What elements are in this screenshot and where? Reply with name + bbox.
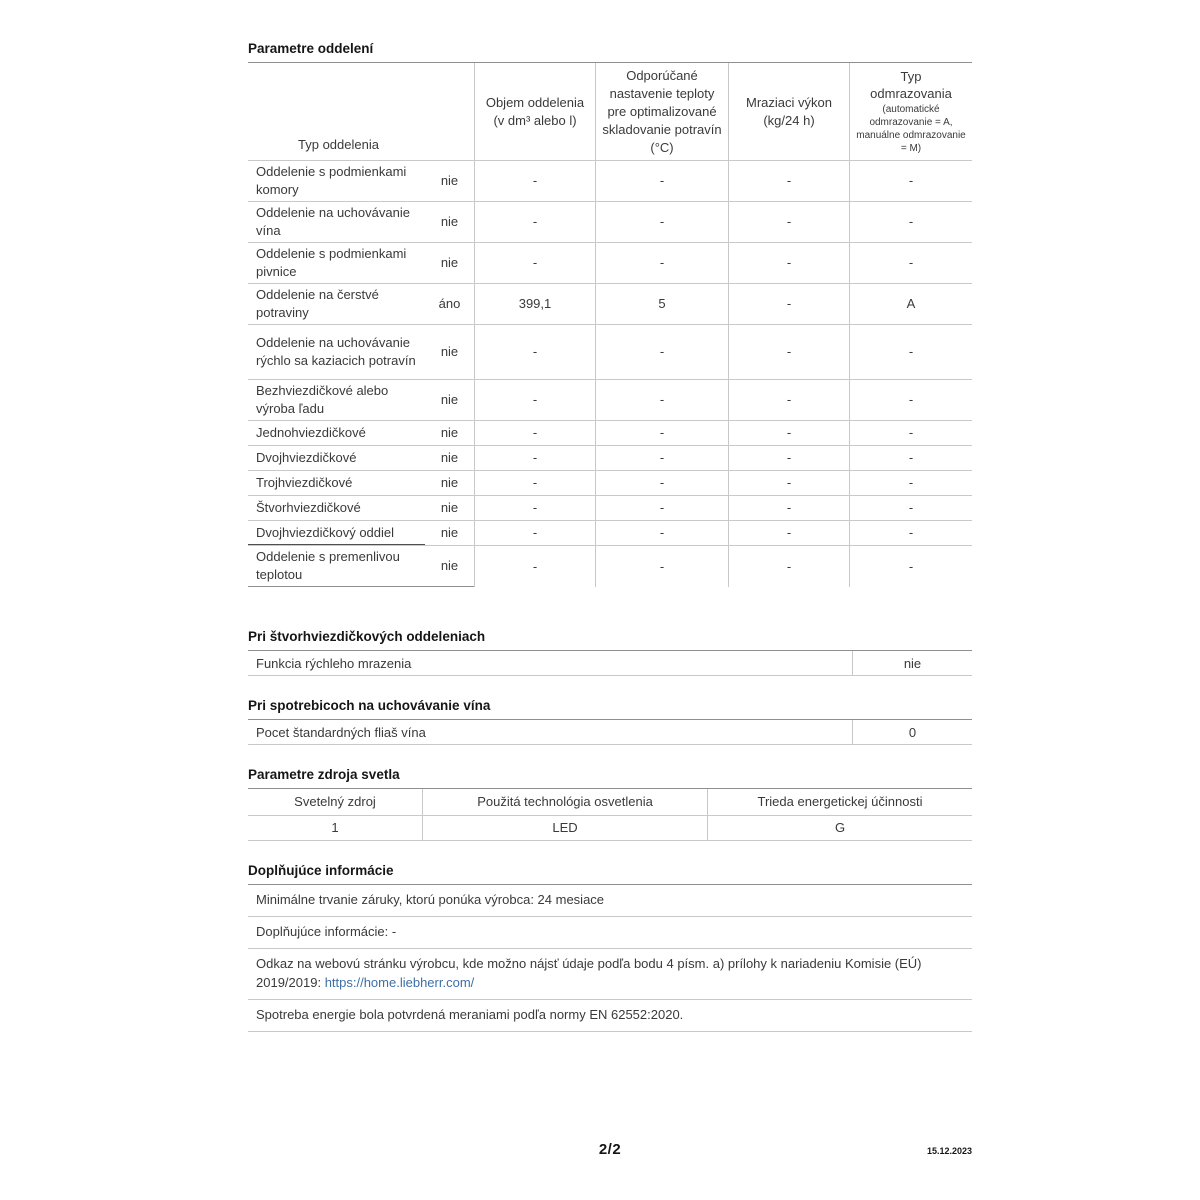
cell-temperature: - bbox=[595, 161, 728, 201]
table-row bbox=[248, 720, 972, 745]
info-row-extra: Doplňujúce informácie: - bbox=[248, 917, 972, 949]
table-row bbox=[248, 243, 972, 284]
cell-label: Bezhviezdičkové alebo výroba ľadu bbox=[256, 383, 389, 416]
table-row bbox=[248, 651, 972, 676]
table-row bbox=[248, 446, 972, 471]
cell-presence: nie bbox=[425, 546, 474, 587]
cell-temperature: 5 bbox=[595, 284, 728, 324]
light-source-title: Parametre zdroja svetla bbox=[248, 767, 400, 782]
cell-presence: nie bbox=[440, 173, 459, 188]
cell-presence: nie bbox=[440, 525, 459, 540]
table-row bbox=[248, 202, 972, 243]
cell-freezing-capacity: - bbox=[728, 446, 849, 470]
cell-defrost-type: - bbox=[849, 471, 972, 495]
cell-label: Oddelenie s podmienkami komory bbox=[256, 164, 407, 197]
table-row bbox=[248, 546, 972, 587]
column-header-energy-class: Trieda energetickej účinnosti bbox=[707, 789, 972, 815]
website-row-text: Odkaz na webovú stránku výrobcu, kde možno nájsť údaje podľa bodu 4 písm. a) prílohy k nariadeniu Komisie (EÚ) 2019/2019: bbox=[256, 956, 922, 990]
cell-defrost-type: - bbox=[849, 421, 972, 445]
cell-temperature: - bbox=[595, 243, 728, 283]
table-row bbox=[248, 816, 972, 841]
cell-label: Dvojhviezdičkové bbox=[256, 450, 357, 465]
table-row bbox=[248, 496, 972, 521]
four-star-title: Pri štvorhviezdičkových oddeleniach bbox=[248, 629, 486, 644]
cell-defrost-type: - bbox=[849, 546, 972, 587]
cell-defrost-type: - bbox=[849, 161, 972, 201]
wine-section bbox=[248, 697, 972, 745]
light-source-table bbox=[248, 788, 972, 841]
cell-light-technology: LED bbox=[422, 816, 707, 840]
column-header-defrost-type bbox=[849, 63, 972, 160]
additional-info-section bbox=[248, 862, 972, 1032]
cell-defrost-type: - bbox=[849, 380, 972, 420]
cell-volume: - bbox=[474, 521, 595, 545]
cell-presence: nie bbox=[440, 500, 459, 515]
cell-defrost-type: - bbox=[849, 325, 972, 379]
compartments-section bbox=[248, 40, 972, 587]
cell-value: 0 bbox=[852, 720, 972, 744]
cell-presence: nie bbox=[440, 214, 459, 229]
cell-volume: - bbox=[474, 161, 595, 201]
cell-temperature: - bbox=[595, 380, 728, 420]
cell-temperature: - bbox=[595, 202, 728, 242]
manufacturer-website-link[interactable]: https://home.liebherr.com/ bbox=[324, 975, 475, 990]
table-row bbox=[248, 380, 972, 421]
cell-freezing-capacity: - bbox=[728, 380, 849, 420]
table-row bbox=[248, 325, 972, 380]
compartments-table bbox=[248, 62, 972, 587]
table-row bbox=[248, 421, 972, 446]
cell-light-source-count: 1 bbox=[331, 820, 339, 835]
four-star-table bbox=[248, 650, 972, 676]
cell-defrost-type: - bbox=[849, 521, 972, 545]
cell-volume: - bbox=[474, 446, 595, 470]
cell-freezing-capacity: - bbox=[728, 243, 849, 283]
cell-freezing-capacity: - bbox=[728, 521, 849, 545]
four-star-section bbox=[248, 628, 972, 676]
cell-volume: - bbox=[474, 380, 595, 420]
column-header-temperature: Odporúčané nastavenie teploty pre optimalizované skladovanie potravín (°C) bbox=[595, 63, 728, 160]
table-row bbox=[248, 284, 972, 325]
cell-label: Oddelenie na čerstvé potraviny bbox=[256, 287, 379, 320]
cell-defrost-type: - bbox=[849, 496, 972, 520]
cell-temperature: - bbox=[595, 521, 728, 545]
page-content bbox=[248, 40, 972, 1032]
cell-volume: - bbox=[474, 325, 595, 379]
defrost-header-note: (automatické odmrazovanie = A, manuálne odmrazovanie = M) bbox=[856, 104, 966, 154]
cell-label: Jednohviezdičkové bbox=[256, 425, 366, 440]
page-footer bbox=[248, 1141, 972, 1158]
compartments-title: Parametre oddelení bbox=[248, 41, 374, 56]
cell-freezing-capacity: - bbox=[728, 496, 849, 520]
cell-presence: nie bbox=[440, 255, 459, 270]
cell-value: nie bbox=[852, 651, 972, 675]
cell-label: Oddelenie s premenlivou teplotou bbox=[248, 546, 425, 587]
table-header-row bbox=[248, 789, 972, 816]
defrost-header-label: Typ odmrazovania bbox=[870, 69, 952, 101]
cell-freezing-capacity: - bbox=[728, 421, 849, 445]
column-header-freezing-capacity: Mraziaci výkon (kg/24 h) bbox=[728, 63, 849, 160]
wine-title: Pri spotrebicoch na uchovávanie vína bbox=[248, 698, 491, 713]
cell-volume: - bbox=[474, 546, 595, 587]
cell-temperature: - bbox=[595, 325, 728, 379]
cell-freezing-capacity: - bbox=[728, 471, 849, 495]
cell-freezing-capacity: - bbox=[728, 161, 849, 201]
cell-label: Oddelenie na uchovávanie vína bbox=[256, 205, 410, 238]
cell-presence: nie bbox=[440, 344, 459, 359]
info-row-energy-norm: Spotreba energie bola potvrdená meraniami podľa normy EN 62552:2020. bbox=[248, 1000, 972, 1032]
cell-volume: - bbox=[474, 421, 595, 445]
column-header-type: Typ oddelenia bbox=[298, 137, 379, 152]
cell-label: Oddelenie na uchovávanie rýchlo sa kaziacich potravín bbox=[256, 335, 416, 368]
page-number: 2/2 bbox=[598, 1141, 622, 1158]
table-row bbox=[248, 161, 972, 202]
info-row-warranty: Minimálne trvanie záruky, ktorú ponúka výrobca: 24 mesiace bbox=[248, 885, 972, 917]
cell-label: Funkcia rýchleho mrazenia bbox=[256, 655, 412, 671]
cell-defrost-type: - bbox=[849, 446, 972, 470]
cell-freezing-capacity: - bbox=[728, 546, 849, 587]
table-row bbox=[248, 471, 972, 496]
additional-info-title: Doplňujúce informácie bbox=[248, 863, 394, 878]
column-header-light-technology: Použitá technológia osvetlenia bbox=[422, 789, 707, 815]
cell-label: Pocet štandardných fliaš vína bbox=[256, 724, 426, 740]
cell-temperature: - bbox=[595, 546, 728, 587]
cell-volume: - bbox=[474, 243, 595, 283]
cell-label: Štvorhviezdičkové bbox=[256, 500, 361, 515]
cell-energy-class: G bbox=[707, 816, 972, 840]
table-header-row bbox=[248, 63, 972, 161]
cell-temperature: - bbox=[595, 496, 728, 520]
cell-temperature: - bbox=[595, 446, 728, 470]
cell-temperature: - bbox=[595, 471, 728, 495]
cell-label: Oddelenie s podmienkami pivnice bbox=[256, 246, 407, 279]
column-header-presence bbox=[425, 63, 474, 160]
cell-volume: 399,1 bbox=[474, 284, 595, 324]
cell-volume: - bbox=[474, 496, 595, 520]
cell-freezing-capacity: - bbox=[728, 202, 849, 242]
cell-defrost-type: A bbox=[849, 284, 972, 324]
table-row bbox=[248, 521, 972, 546]
column-header-light-source: Svetelný zdroj bbox=[294, 794, 376, 809]
cell-presence: nie bbox=[440, 475, 459, 490]
cell-volume: - bbox=[474, 471, 595, 495]
column-header-volume: Objem oddelenia (v dm³ alebo l) bbox=[474, 63, 595, 160]
additional-info-table bbox=[248, 884, 972, 1032]
cell-defrost-type: - bbox=[849, 243, 972, 283]
cell-volume: - bbox=[474, 202, 595, 242]
cell-defrost-type: - bbox=[849, 202, 972, 242]
wine-table bbox=[248, 719, 972, 745]
cell-temperature: - bbox=[595, 421, 728, 445]
cell-presence: áno bbox=[438, 296, 461, 311]
cell-presence: nie bbox=[440, 392, 459, 407]
footer-date: 15.12.2023 bbox=[926, 1146, 972, 1156]
cell-label: Dvojhviezdičkový oddiel bbox=[248, 521, 425, 545]
cell-presence: nie bbox=[440, 425, 459, 440]
cell-presence: nie bbox=[440, 450, 459, 465]
light-source-section bbox=[248, 766, 972, 841]
cell-label: Trojhviezdičkové bbox=[256, 475, 353, 490]
cell-freezing-capacity: - bbox=[728, 284, 849, 324]
cell-freezing-capacity: - bbox=[728, 325, 849, 379]
info-row-website bbox=[248, 949, 972, 1000]
